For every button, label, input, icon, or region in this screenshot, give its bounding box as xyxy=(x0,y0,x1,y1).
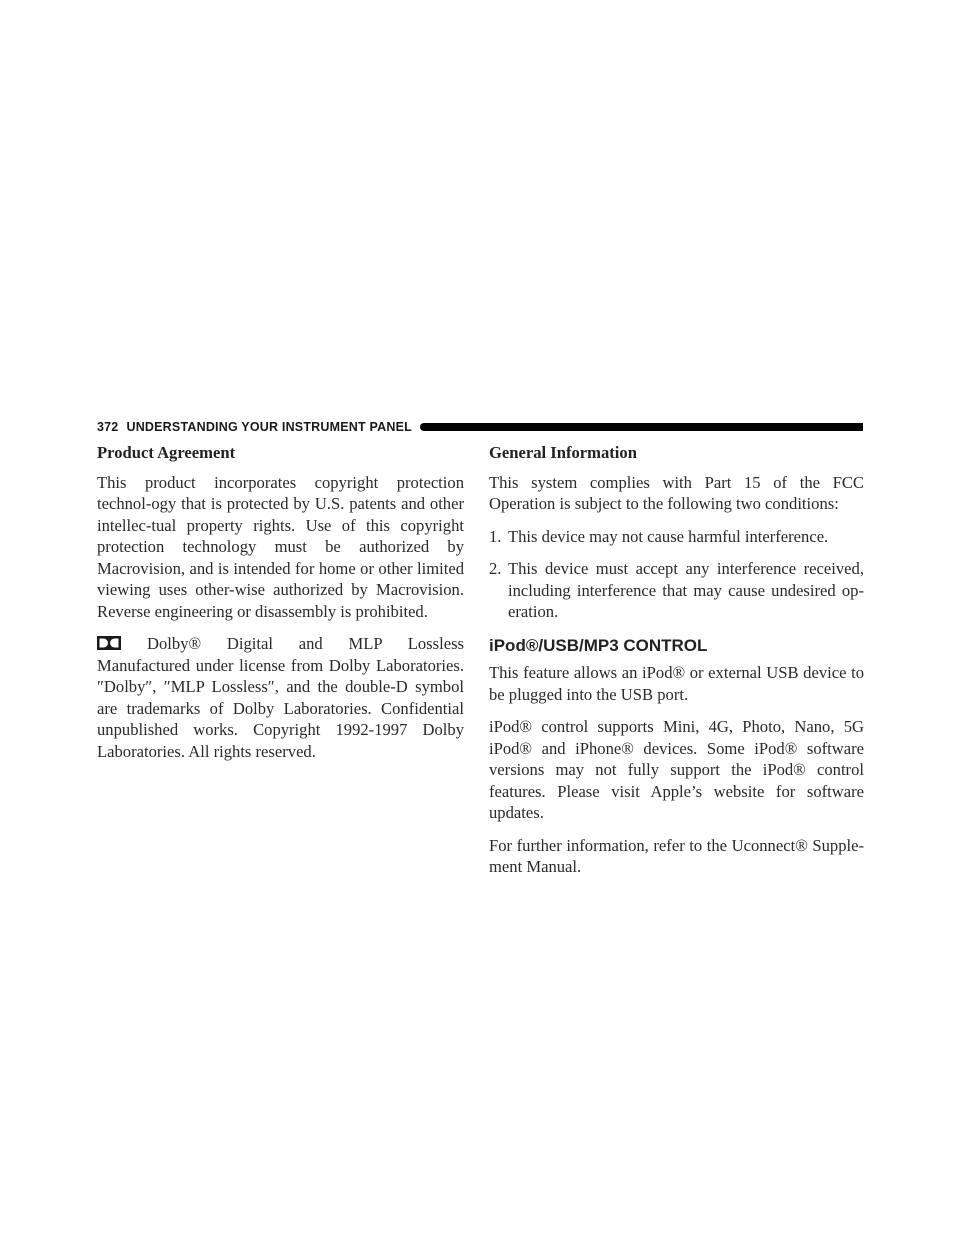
page-header xyxy=(97,418,863,436)
list-item-text: This device may not cause harmful interference. xyxy=(508,526,829,546)
general-information-heading: General Information xyxy=(489,443,637,462)
list-item-number: 2. xyxy=(489,559,502,578)
product-agreement-heading: Product Agreement xyxy=(97,443,236,462)
ipod-control-paragraph-support: iPod® control supports Mini, 4G, Photo, Nano, 5G iPod® and iPhone® devices. Some iPod® software versions may not fully support the iPod® control features. Please visit Apple’s website for software updates. xyxy=(489,717,864,822)
ipod-control-paragraph-further-info: For further information, refer to the Uconnect® Supple-ment Manual. xyxy=(489,835,864,876)
general-information-intro: This system complies with Part 15 of the FCC Operation is subject to the following two conditions: xyxy=(489,472,864,513)
list-item xyxy=(489,526,864,548)
ipod-control-heading: iPod®/USB/MP3 CONTROL xyxy=(489,635,708,655)
product-agreement-paragraph: This product incorporates copyright protection technol-ogy that is protected by U.S. patents and other intellec-tual property rights. Use of this copyright protection technology must be authorized by Macrovision, and is intended for home or other limited viewing uses other-wise authorized by Macrovision. Reverse engineering or disassembly is prohibited. xyxy=(97,472,464,621)
dolby-paragraph-block xyxy=(97,633,464,762)
right-column xyxy=(489,440,864,889)
list-item-text: This device must accept any interference received, including interference that may cause undesired op-eration. xyxy=(508,559,864,621)
list-item-number: 1. xyxy=(489,526,502,546)
section-title: UNDERSTANDING YOUR INSTRUMENT PANEL xyxy=(126,420,412,434)
ipod-control-paragraph-usb: This feature allows an iPod® or external USB device to be plugged into the USB port. xyxy=(489,663,864,704)
dolby-double-d-icon xyxy=(97,634,121,648)
left-column xyxy=(97,440,464,773)
list-item xyxy=(489,558,864,623)
header-rule xyxy=(420,423,863,431)
dolby-paragraph: Dolby® Digital and MLP Lossless Manufactured under license from Dolby Laboratories. ″Dolby″, ″MLP Lossless″, and the double-D symbol are trademarks of Dolby Laboratories. Confidential unpublished works. Copyright 1992-1997 Dolby Laboratories. All rights reserved. xyxy=(97,634,464,761)
page-number: 372 xyxy=(97,420,119,434)
